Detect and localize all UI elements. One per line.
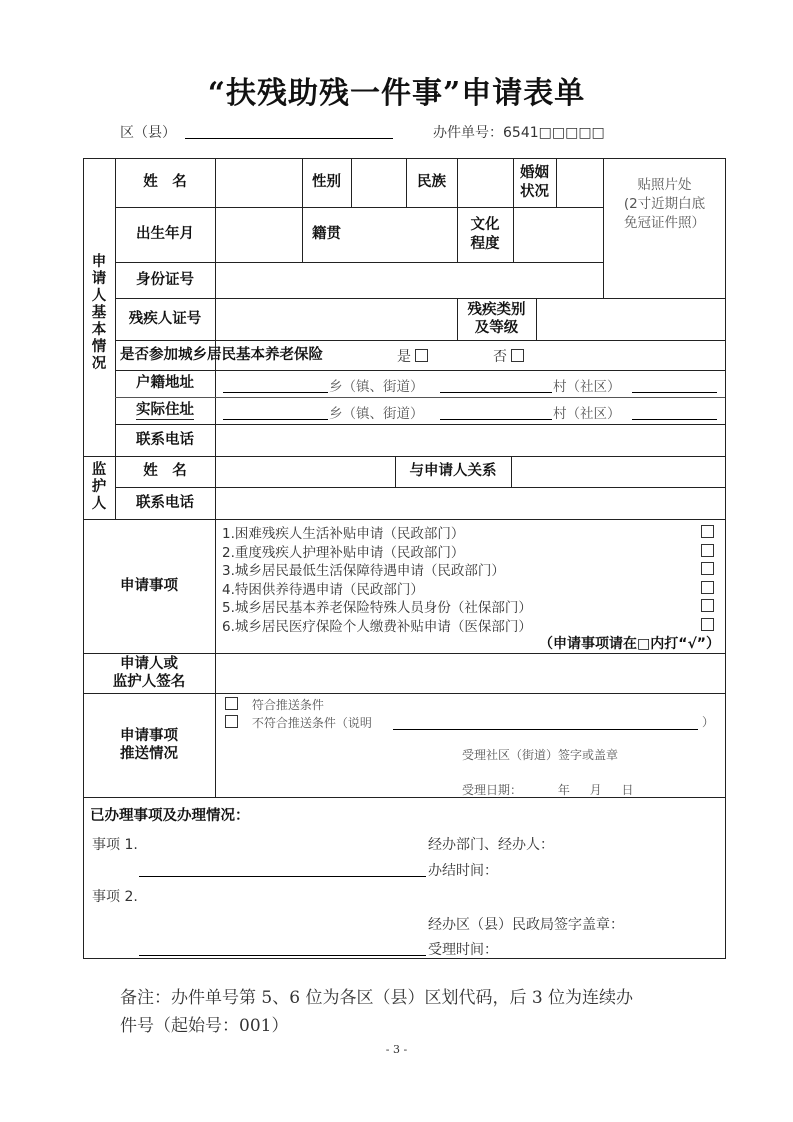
- table-border-bottom: [83, 958, 726, 959]
- application-item[interactable]: [222, 578, 718, 597]
- signature-label-line2: 监护人签名: [112, 674, 186, 690]
- applicant-section-text: 申请人基本情况: [91, 254, 107, 372]
- pension-no-label: 否: [493, 349, 507, 365]
- residence-address-text: 实际住址: [136, 401, 194, 420]
- ethnicity-input[interactable]: [458, 159, 513, 207]
- application-items-instruction: （申请事项请在□内打“√”）: [539, 636, 720, 652]
- disability-type-line2: 及等级: [474, 320, 519, 336]
- processed-item2-input[interactable]: [139, 955, 426, 956]
- guardian-phone-label: 联系电话: [136, 494, 194, 511]
- household-township-input[interactable]: [223, 392, 328, 393]
- guardian-relation-input[interactable]: [512, 457, 725, 487]
- application-item-checkbox[interactable]: [701, 618, 714, 631]
- photo-line3: 免冠证件照）: [624, 215, 705, 231]
- application-item-text: 3.城乡居民最低生活保障待遇申请（民政部门）: [222, 563, 505, 579]
- signature-label-line1: 申请人或: [120, 655, 178, 672]
- processed-item2-time: 受理时间：: [428, 942, 498, 958]
- push-date: [462, 781, 634, 798]
- processed-heading: 已办理事项及办理情况：: [90, 808, 250, 824]
- education-label-line2: 程度: [470, 235, 500, 252]
- household-village-label: 村（社区）: [553, 379, 621, 395]
- applicant-section-label: [89, 254, 109, 373]
- push-option-ineligible[interactable]: [225, 714, 372, 731]
- marital-label-line1: 婚姻: [520, 165, 549, 182]
- signature-label: [83, 653, 215, 693]
- name-label: 姓 名: [143, 174, 187, 191]
- push-date-year: 年: [557, 783, 570, 797]
- push-date-day: 日: [621, 783, 634, 797]
- guardian-section-text: 监护人: [91, 462, 107, 512]
- photo-line2: (2寸近期白底: [623, 196, 706, 212]
- processed-item2-sign: 经办区（县）民政局签字盖章：: [428, 917, 624, 933]
- disability-cert-input[interactable]: [216, 299, 457, 340]
- footnote: [120, 984, 633, 1040]
- household-detail-input[interactable]: [632, 392, 717, 393]
- application-item-checkbox[interactable]: [701, 581, 714, 594]
- push-status-label-line2: 推送情况: [120, 746, 178, 762]
- guardian-section-label: [89, 462, 109, 513]
- pension-question: 是否参加城乡居民基本养老保险: [120, 346, 323, 363]
- processed-item2-label: 事项 2.: [92, 889, 138, 905]
- id-number-label: 身份证号: [136, 271, 194, 288]
- application-item-text: 5.城乡居民基本养老保险特殊人员身份（社保部门）: [222, 600, 532, 616]
- footnote-line2: 件号（起始号：001）: [120, 1016, 289, 1036]
- pension-yes[interactable]: [397, 346, 428, 366]
- guardian-name-label: 姓 名: [143, 463, 187, 480]
- disability-type-label: [457, 298, 536, 340]
- application-item-text: 1.困难残疾人生活补贴申请（民政部门）: [222, 526, 465, 542]
- guardian-phone-input[interactable]: [216, 488, 725, 519]
- push-ineligible-checkbox[interactable]: [225, 715, 238, 728]
- photo-placeholder[interactable]: [604, 176, 725, 233]
- processed-item1-label: 事项 1.: [92, 837, 138, 853]
- education-label: [457, 207, 513, 262]
- application-item-text: 6.城乡居民医疗保险个人缴费补贴申请（医保部门）: [222, 618, 532, 635]
- pension-no[interactable]: [493, 346, 524, 366]
- footnote-line1: 备注：办件单号第 5、6 位为各区（县）区划代码，后 3 位为连续办: [120, 988, 634, 1008]
- form-title: “扶残助残一件事”申请表单: [207, 76, 586, 111]
- residence-township-input[interactable]: [223, 419, 328, 420]
- push-date-month: 月: [589, 783, 602, 797]
- id-number-input[interactable]: [216, 263, 603, 298]
- push-reason-close: ）: [702, 715, 715, 729]
- birth-date-label: 出生年月: [136, 226, 194, 243]
- push-ineligible-label: 不符合推送条件（说明: [251, 716, 372, 730]
- application-item-checkbox[interactable]: [701, 599, 714, 612]
- push-date-label: 受理日期：: [462, 783, 523, 797]
- application-item-text: 2.重度残疾人护理补贴申请（民政部门）: [222, 544, 465, 561]
- case-number-boxes[interactable]: □□□□□: [538, 125, 605, 141]
- household-village-input[interactable]: [440, 392, 552, 393]
- residence-township-label: 乡（镇、街道）: [329, 406, 424, 422]
- native-place-label: 籍贯: [312, 226, 341, 243]
- push-status-label-line1: 申请事项: [120, 727, 178, 744]
- case-number: [433, 122, 605, 142]
- application-item[interactable]: [222, 522, 718, 541]
- ethnicity-label: 民族: [417, 174, 446, 191]
- disability-type-line1: 残疾类别: [467, 301, 526, 318]
- push-sign-label: 受理社区（街道）签字或盖章: [462, 748, 619, 762]
- photo-line1: 贴照片处: [637, 177, 692, 193]
- household-address-label: 户籍地址: [136, 375, 194, 392]
- push-ineligible-reason-input[interactable]: [393, 729, 698, 730]
- marital-status-input[interactable]: [557, 159, 603, 207]
- push-option-eligible[interactable]: [225, 696, 324, 713]
- application-item-text: 4.特困供养待遇申请（民政部门）: [222, 581, 424, 598]
- application-item-checkbox[interactable]: [701, 525, 714, 538]
- district-input[interactable]: [185, 138, 393, 139]
- district-label: 区（县）: [120, 125, 176, 141]
- pension-yes-label: 是: [397, 349, 411, 365]
- education-input[interactable]: [514, 208, 603, 262]
- applicant-phone-input[interactable]: [216, 425, 725, 456]
- application-item-checkbox[interactable]: [701, 562, 714, 575]
- marital-label-line2: 状况: [520, 183, 549, 200]
- application-item-checkbox[interactable]: [701, 544, 714, 557]
- push-eligible-checkbox[interactable]: [225, 697, 238, 710]
- application-item[interactable]: [222, 541, 718, 560]
- processed-item1-dept: 经办部门、经办人：: [428, 837, 554, 853]
- application-items-list: [222, 522, 718, 633]
- residence-village-label: 村（社区）: [553, 406, 621, 422]
- guardian-relation-label: 与申请人关系: [409, 463, 497, 480]
- name-input[interactable]: [216, 159, 302, 207]
- case-number-label: 办件单号：: [433, 125, 503, 141]
- case-number-prefix: 6541: [503, 125, 539, 141]
- application-items-label: 申请事项: [120, 577, 178, 594]
- processed-item1-time: 办结时间：: [428, 863, 498, 879]
- birth-date-input[interactable]: [216, 208, 302, 262]
- page-number: - 3 -: [385, 1043, 408, 1056]
- guardian-name-input[interactable]: [216, 457, 395, 487]
- push-status-label: [83, 693, 215, 797]
- marital-status-label: [513, 158, 556, 207]
- table-border-right: [725, 158, 726, 958]
- disability-type-input[interactable]: [537, 299, 725, 340]
- native-place-input[interactable]: [352, 208, 457, 262]
- residence-detail-input[interactable]: [632, 419, 717, 420]
- application-item[interactable]: [222, 615, 718, 634]
- push-eligible-label: 符合推送条件: [251, 698, 324, 712]
- signature-input[interactable]: [216, 654, 725, 693]
- disability-cert-label: 残疾人证号: [128, 310, 202, 327]
- residence-village-input[interactable]: [440, 419, 552, 420]
- gender-input[interactable]: [352, 159, 406, 207]
- gender-label: 性别: [312, 174, 341, 191]
- residence-address-label: [115, 397, 215, 424]
- education-label-line1: 文化: [470, 217, 500, 234]
- application-item[interactable]: [222, 559, 718, 578]
- processed-item1-input[interactable]: [139, 876, 426, 877]
- applicant-phone-label: 联系电话: [136, 431, 194, 448]
- pension-no-checkbox[interactable]: [511, 349, 524, 362]
- application-item[interactable]: [222, 596, 718, 615]
- household-township-label: 乡（镇、街道）: [329, 379, 424, 395]
- pension-yes-checkbox[interactable]: [415, 349, 428, 362]
